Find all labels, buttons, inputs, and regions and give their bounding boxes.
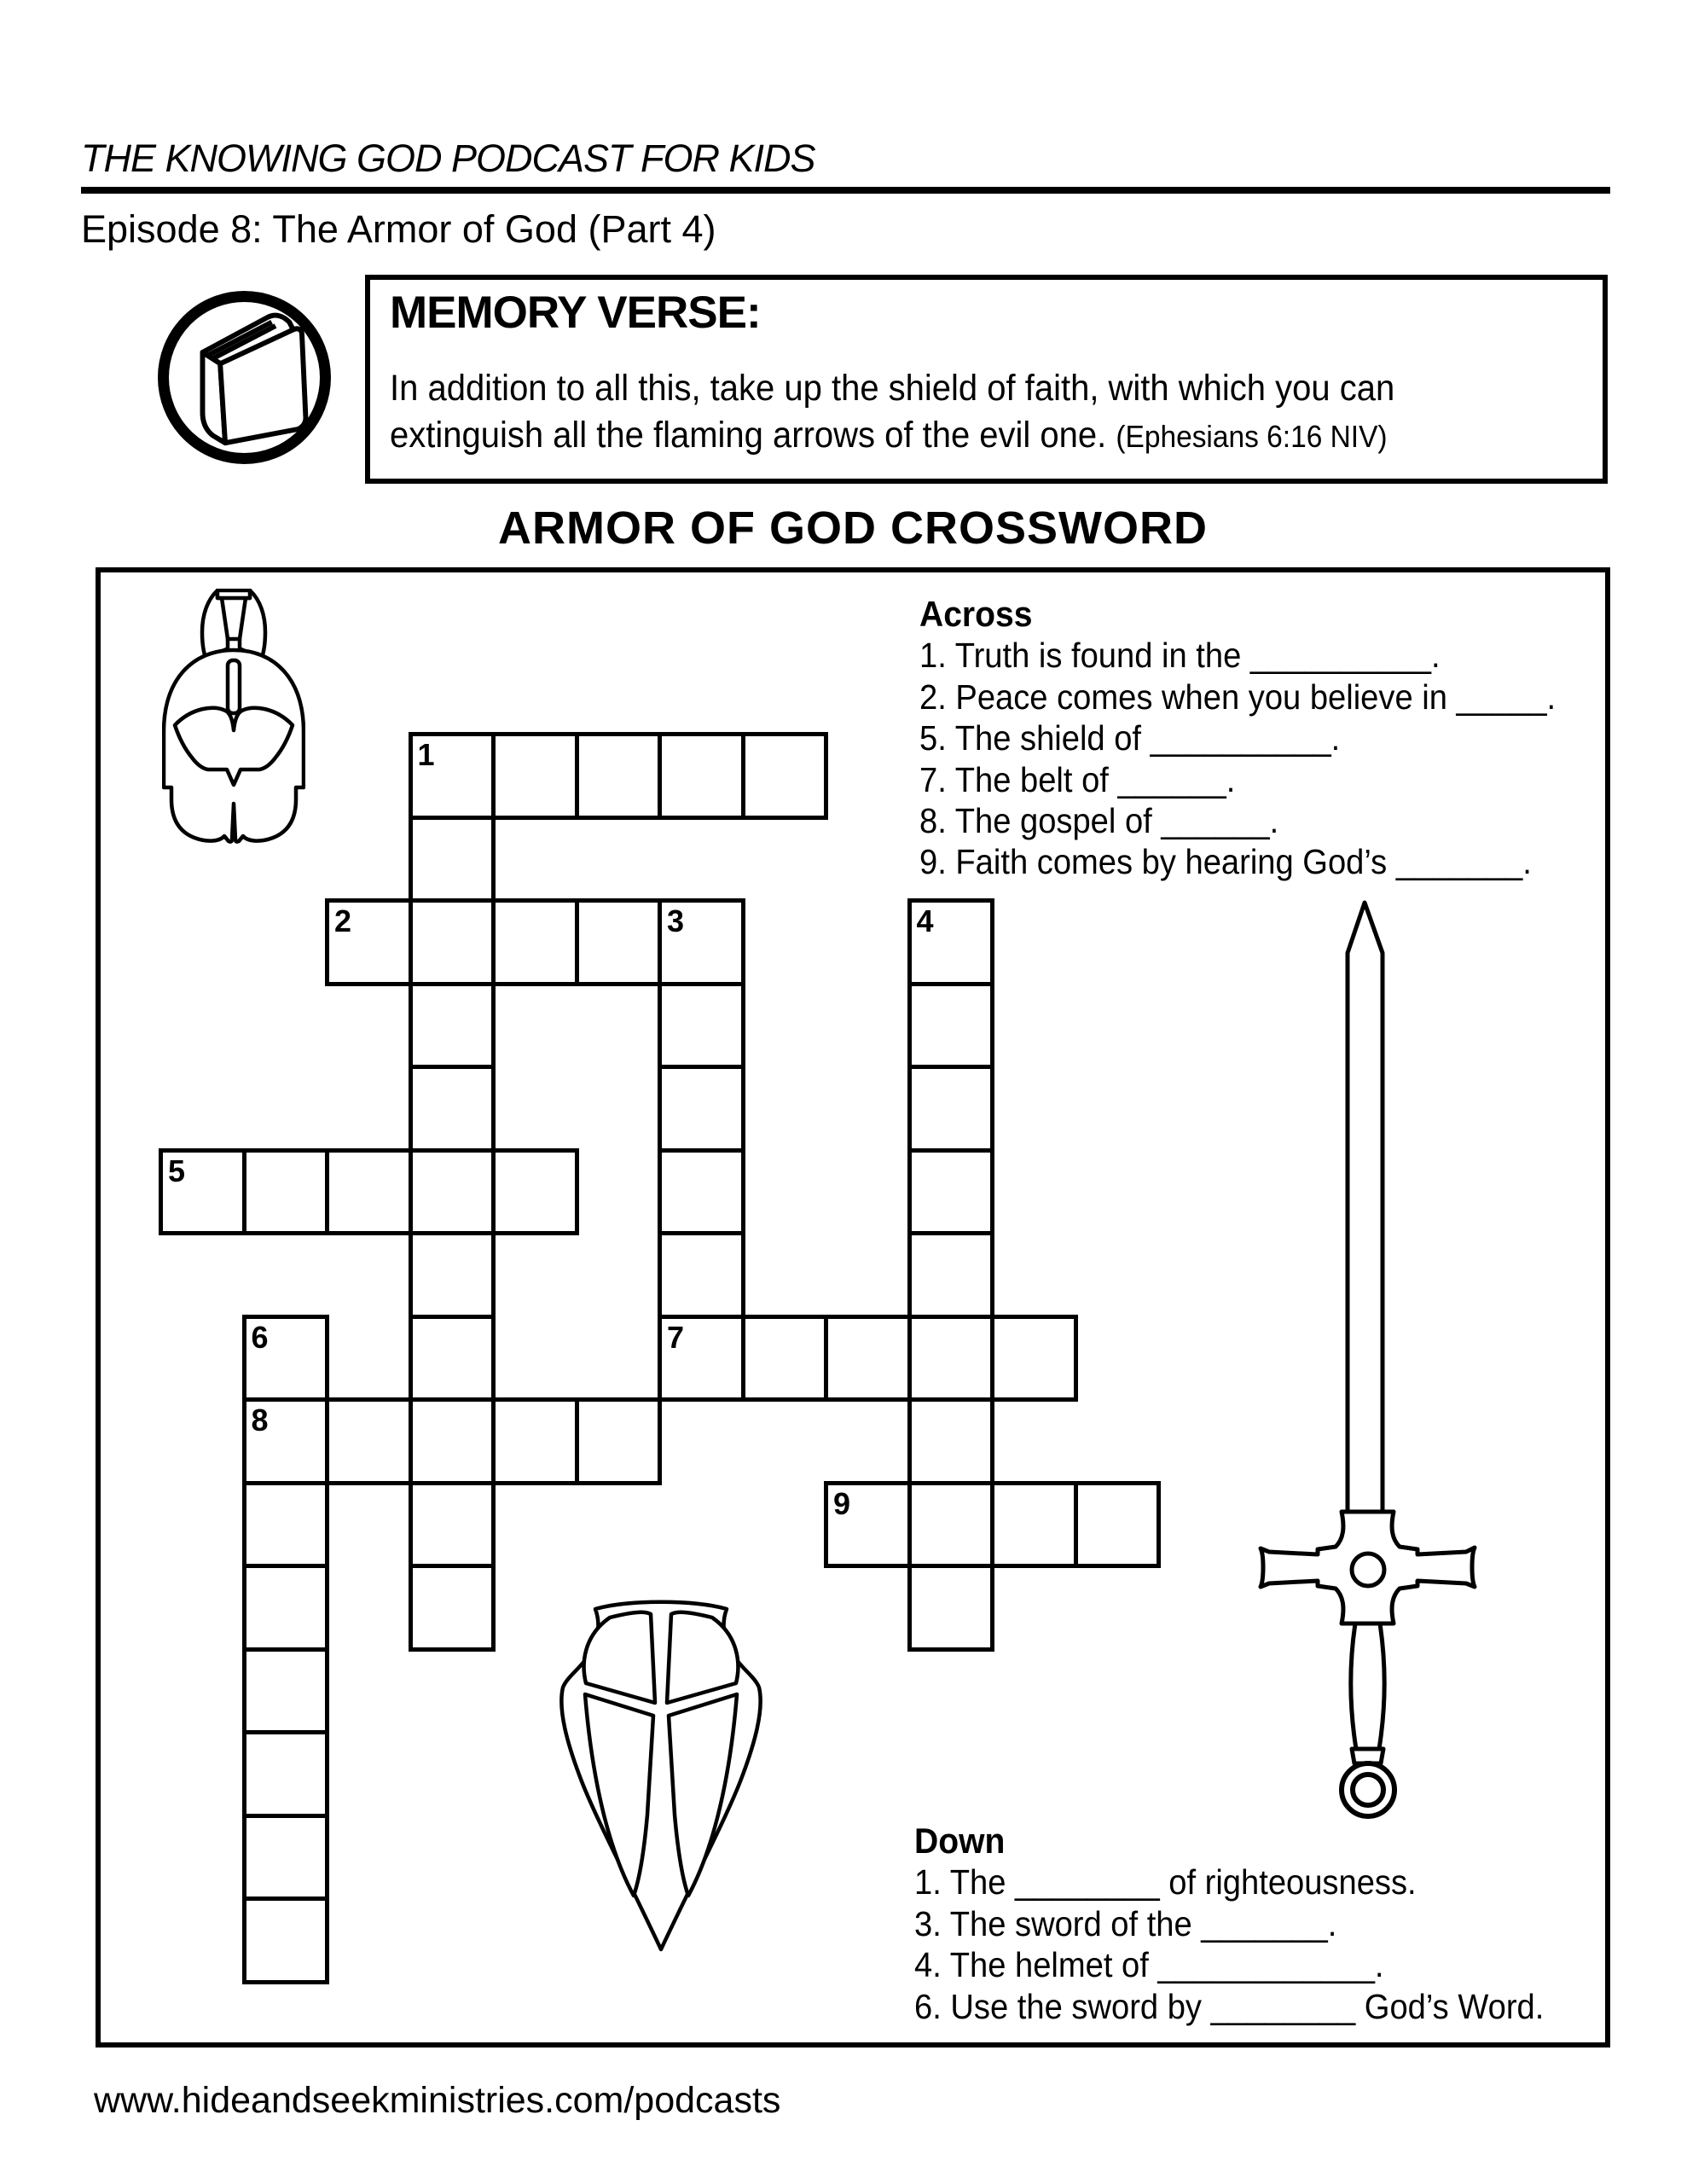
crossword-cell[interactable]	[242, 1647, 330, 1735]
crossword-cell[interactable]	[907, 1231, 995, 1319]
episode-subtitle: Episode 8: The Armor of God (Part 4)	[81, 207, 716, 251]
crossword-cell[interactable]	[491, 732, 579, 820]
page-title: THE KNOWING GOD PODCAST FOR KIDS	[81, 136, 815, 180]
down-heading: Down	[914, 1821, 1006, 1861]
crossword-cell[interactable]	[658, 1148, 745, 1236]
crossword-cell[interactable]	[325, 1397, 413, 1485]
crossword-cell[interactable]	[741, 1315, 829, 1403]
crossword-cell[interactable]	[409, 1148, 496, 1236]
sword-icon	[1254, 896, 1484, 1826]
down-clue: 4. The helmet of ____________.	[914, 1945, 1384, 1985]
cell-number: 7	[667, 1319, 685, 1355]
across-clue: 5. The shield of __________.	[919, 718, 1341, 758]
memory-verse-text	[390, 365, 1470, 460]
crossword-cell[interactable]	[907, 982, 995, 1070]
crossword-cell[interactable]	[242, 1814, 330, 1902]
cell-number: 9	[833, 1485, 851, 1521]
across-clue: 9. Faith comes by hearing God’s _______.	[919, 842, 1532, 882]
crossword-cell[interactable]	[242, 1896, 330, 1984]
across-heading: Across	[919, 594, 1033, 634]
crossword-cell[interactable]	[575, 732, 663, 820]
crossword-cell[interactable]	[907, 1481, 995, 1569]
crossword-cell-8[interactable]	[242, 1397, 330, 1485]
crossword-cell[interactable]	[409, 1564, 496, 1652]
crossword-cell-7[interactable]	[658, 1315, 745, 1403]
crossword-cell[interactable]	[658, 982, 745, 1070]
crossword-cell[interactable]	[409, 1481, 496, 1569]
crossword-cell[interactable]	[409, 1065, 496, 1153]
crossword-cell-9[interactable]	[824, 1481, 912, 1569]
verse-citation: (Ephesians 6:16 NIV)	[1116, 419, 1388, 454]
title-divider	[81, 187, 1610, 194]
crossword-cell-2[interactable]	[325, 898, 413, 986]
footer-url[interactable]: www.hideandseekministries.com/podcasts	[94, 2080, 781, 2121]
crossword-cell[interactable]	[409, 816, 496, 903]
crossword-cell[interactable]	[907, 1148, 995, 1236]
crossword-cell-6[interactable]	[242, 1315, 330, 1403]
down-clue: 1. The ________ of righteousness.	[914, 1862, 1417, 1902]
crossword-cell[interactable]	[491, 898, 579, 986]
book-icon	[177, 302, 328, 453]
crossword-cell[interactable]	[741, 732, 829, 820]
crossword-cell[interactable]	[242, 1730, 330, 1818]
cell-number: 1	[417, 737, 435, 772]
crossword-cell[interactable]	[990, 1315, 1078, 1403]
crossword-cell[interactable]	[491, 1148, 579, 1236]
cell-number: 5	[168, 1153, 186, 1188]
crossword-cell-1[interactable]	[409, 732, 496, 820]
down-clue: 6. Use the sword by ________ God’s Word.	[914, 1986, 1545, 2026]
across-clue: 2. Peace comes when you believe in _____.	[919, 677, 1557, 717]
crossword-cell[interactable]	[658, 1065, 745, 1153]
cell-number: 6	[251, 1319, 269, 1355]
crossword-cell[interactable]	[325, 1148, 413, 1236]
crossword-cell[interactable]	[907, 1397, 995, 1485]
crossword-cell-5[interactable]	[159, 1148, 246, 1236]
crossword-cell[interactable]	[1074, 1481, 1162, 1569]
crossword-grid	[159, 732, 1225, 2012]
crossword-cell[interactable]	[409, 1231, 496, 1319]
crossword-cell[interactable]	[575, 1397, 663, 1485]
crossword-cell[interactable]	[242, 1481, 330, 1569]
across-clue: 7. The belt of ______.	[919, 759, 1236, 799]
crossword-cell[interactable]	[491, 1397, 579, 1485]
verse-line-2: extinguish all the flaming arrows of the evil one. (Ephesians 6:16 NIV)	[390, 415, 1388, 456]
crossword-cell[interactable]	[242, 1148, 330, 1236]
crossword-cell[interactable]	[990, 1481, 1078, 1569]
crossword-cell[interactable]	[409, 1315, 496, 1403]
crossword-cell[interactable]	[907, 1564, 995, 1652]
crossword-cell[interactable]	[907, 1065, 995, 1153]
crossword-cell[interactable]	[409, 898, 496, 986]
crossword-cell[interactable]	[409, 982, 496, 1070]
crossword-cell[interactable]	[658, 1231, 745, 1319]
across-clue: 8. The gospel of ______.	[919, 801, 1279, 841]
memory-verse-heading: MEMORY VERSE:	[390, 288, 761, 338]
crossword-cell[interactable]	[575, 898, 663, 986]
cell-number: 8	[251, 1403, 269, 1438]
cell-number: 2	[334, 903, 352, 938]
across-clue: 1. Truth is found in the __________.	[919, 636, 1441, 676]
crossword-cell[interactable]	[409, 1397, 496, 1485]
cell-number: 4	[916, 903, 934, 938]
cell-number: 3	[667, 903, 685, 938]
crossword-cell-3[interactable]	[658, 898, 745, 986]
verse-line-1: In addition to all this, take up the shield of faith, with which you can	[390, 368, 1395, 409]
crossword-title: ARMOR OF GOD CROSSWORD	[498, 502, 1208, 554]
down-clue: 3. The sword of the _______.	[914, 1903, 1337, 1943]
crossword-cell-4[interactable]	[907, 898, 995, 986]
crossword-cell[interactable]	[824, 1315, 912, 1403]
crossword-cell[interactable]	[242, 1564, 330, 1652]
crossword-cell[interactable]	[907, 1315, 995, 1403]
crossword-cell[interactable]	[658, 732, 745, 820]
book-badge	[158, 291, 331, 464]
